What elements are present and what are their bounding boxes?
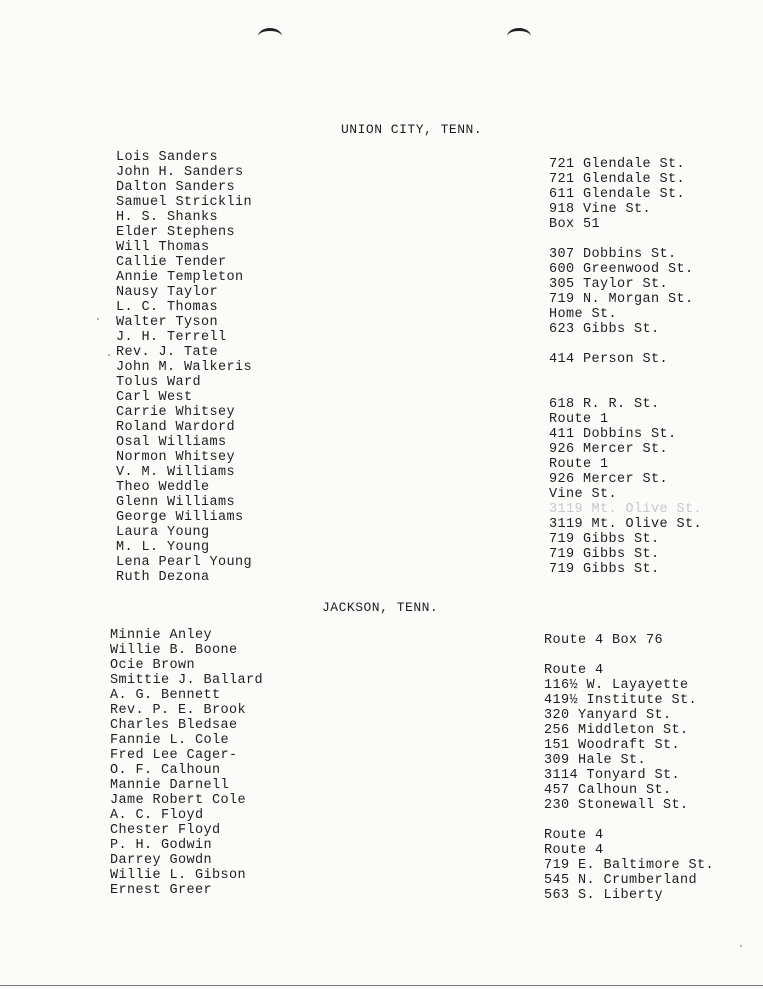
address-entry: 719 E. Baltimore St. (544, 858, 715, 873)
paper-speck (740, 945, 742, 947)
section-heading-union-city: UNION CITY, TENN. (341, 122, 483, 137)
address-entry: 3114 Tonyard St. (544, 768, 681, 783)
address-entry: Route 1 (549, 412, 609, 427)
address-entry-faded: 3119 Mt. Olive St. (549, 502, 703, 517)
address-entry: 926 Mercer St. (549, 442, 669, 457)
jackson-names-column (110, 628, 263, 898)
name-entry: Mannie Darnell (110, 778, 230, 793)
address-entry: 411 Dobbins St. (549, 427, 677, 442)
name-entry: Glenn Williams (116, 495, 236, 510)
name-entry: M. L. Young (116, 540, 210, 555)
address-entry (549, 337, 702, 352)
address-entry: 719 N. Morgan St. (549, 292, 694, 307)
name-entry: Rev. J. Tate (116, 345, 219, 360)
name-entry: George Williams (116, 510, 244, 525)
jackson-addresses-column (544, 633, 714, 903)
hole-punch-mark (258, 28, 282, 45)
address-entry (544, 813, 714, 828)
address-entry: 719 Gibbs St. (549, 562, 660, 577)
address-entry: 721 Glendale St. (549, 172, 686, 187)
address-entry: 320 Yanyard St. (544, 708, 672, 723)
name-entry: John H. Sanders (116, 165, 244, 180)
address-entry: 563 S. Liberty (544, 888, 664, 903)
address-entry: Route 4 (544, 843, 604, 858)
name-entry: Lois Sanders (116, 150, 219, 165)
name-entry: Fannie L. Cole (110, 733, 230, 748)
name-entry: Willie L. Gibson (110, 868, 247, 883)
address-entry: 600 Greenwood St. (549, 262, 694, 277)
name-entry: Dalton Sanders (116, 180, 236, 195)
name-entry: Ocie Brown (110, 658, 196, 673)
name-entry: Ruth Dezona (116, 570, 210, 585)
name-entry: Minnie Anley (110, 628, 213, 643)
name-entry: Walter Tyson (116, 315, 219, 330)
name-entry: Charles Bledsae (110, 718, 238, 733)
address-entry (544, 648, 714, 663)
name-entry: Samuel Stricklin (116, 195, 253, 210)
address-entry: 926 Mercer St. (549, 472, 669, 487)
name-entry: Jame Robert Cole (110, 793, 247, 808)
hole-punch-mark (507, 28, 531, 45)
name-entry: Willie B. Boone (110, 643, 238, 658)
name-entry: Osal Williams (116, 435, 227, 450)
address-entry: 256 Middleton St. (544, 723, 689, 738)
name-entry: Roland Wardord (116, 420, 236, 435)
name-entry: H. S. Shanks (116, 210, 219, 225)
name-entry: L. C. Thomas (116, 300, 219, 315)
name-entry: Elder Stephens (116, 225, 236, 240)
address-entry: 611 Glendale St. (549, 187, 686, 202)
address-entry: 230 Stonewall St. (544, 798, 689, 813)
address-entry: 721 Glendale St. (549, 157, 686, 172)
address-entry (549, 382, 702, 397)
address-entry: 623 Gibbs St. (549, 322, 660, 337)
address-entry: 719 Gibbs St. (549, 547, 660, 562)
paper-speck (108, 354, 110, 356)
address-entry: Route 4 (544, 663, 604, 678)
address-entry: 414 Person St. (549, 352, 669, 367)
page-bottom-edge (0, 985, 763, 986)
address-entry: 116½ W. Layayette (544, 678, 689, 693)
name-entry: Normon Whitsey (116, 450, 236, 465)
paper-speck (97, 318, 99, 320)
address-entry: 307 Dobbins St. (549, 247, 677, 262)
name-entry: A. C. Floyd (110, 808, 204, 823)
name-entry: Carl West (116, 390, 193, 405)
address-entry: Route 4 Box 76 (544, 633, 664, 648)
name-entry: Callie Tender (116, 255, 227, 270)
address-entry: Route 1 (549, 457, 609, 472)
name-entry: V. M. Williams (116, 465, 236, 480)
address-entry: Box 51 (549, 217, 601, 232)
name-entry: Theo Weddle (116, 480, 210, 495)
name-entry: Tolus Ward (116, 375, 202, 390)
address-entry: 457 Calhoun St. (544, 783, 672, 798)
address-entry: Route 4 (544, 828, 604, 843)
name-entry: Smittie J. Ballard (110, 673, 264, 688)
name-entry: Fred Lee Cager- (110, 748, 238, 763)
name-entry: O. F. Calhoun (110, 763, 221, 778)
name-entry: Laura Young (116, 525, 210, 540)
name-entry: Carrie Whitsey (116, 405, 236, 420)
address-entry: 545 N. Crumberland (544, 873, 698, 888)
name-entry: P. H. Godwin (110, 838, 213, 853)
address-entry: 3119 Mt. Olive St. (549, 517, 703, 532)
name-entry: Lena Pearl Young (116, 555, 253, 570)
name-entry: Ernest Greer (110, 883, 213, 898)
address-entry (549, 367, 702, 382)
name-entry: Annie Templeton (116, 270, 244, 285)
section-heading-jackson: JACKSON, TENN. (322, 600, 439, 615)
address-entry: Home St. (549, 307, 618, 322)
address-entry: 719 Gibbs St. (549, 532, 660, 547)
address-entry: 419½ Institute St. (544, 693, 698, 708)
name-entry: John M. Walkeris (116, 360, 253, 375)
address-entry: 918 Vine St. (549, 202, 652, 217)
name-entry: A. G. Bennett (110, 688, 221, 703)
address-entry (549, 232, 702, 247)
name-entry: Chester Floyd (110, 823, 221, 838)
address-entry: 151 Woodraft St. (544, 738, 681, 753)
name-entry: Darrey Gowdn (110, 853, 213, 868)
name-entry: J. H. Terrell (116, 330, 227, 345)
name-entry: Will Thomas (116, 240, 210, 255)
union-city-names-column (116, 150, 252, 585)
address-entry: 618 R. R. St. (549, 397, 660, 412)
address-entry: 309 Hale St. (544, 753, 647, 768)
address-entry: 305 Taylor St. (549, 277, 669, 292)
address-entry: Vine St. (549, 487, 618, 502)
union-city-addresses-column (549, 157, 702, 577)
name-entry: Rev. P. E. Brook (110, 703, 247, 718)
name-entry: Nausy Taylor (116, 285, 219, 300)
